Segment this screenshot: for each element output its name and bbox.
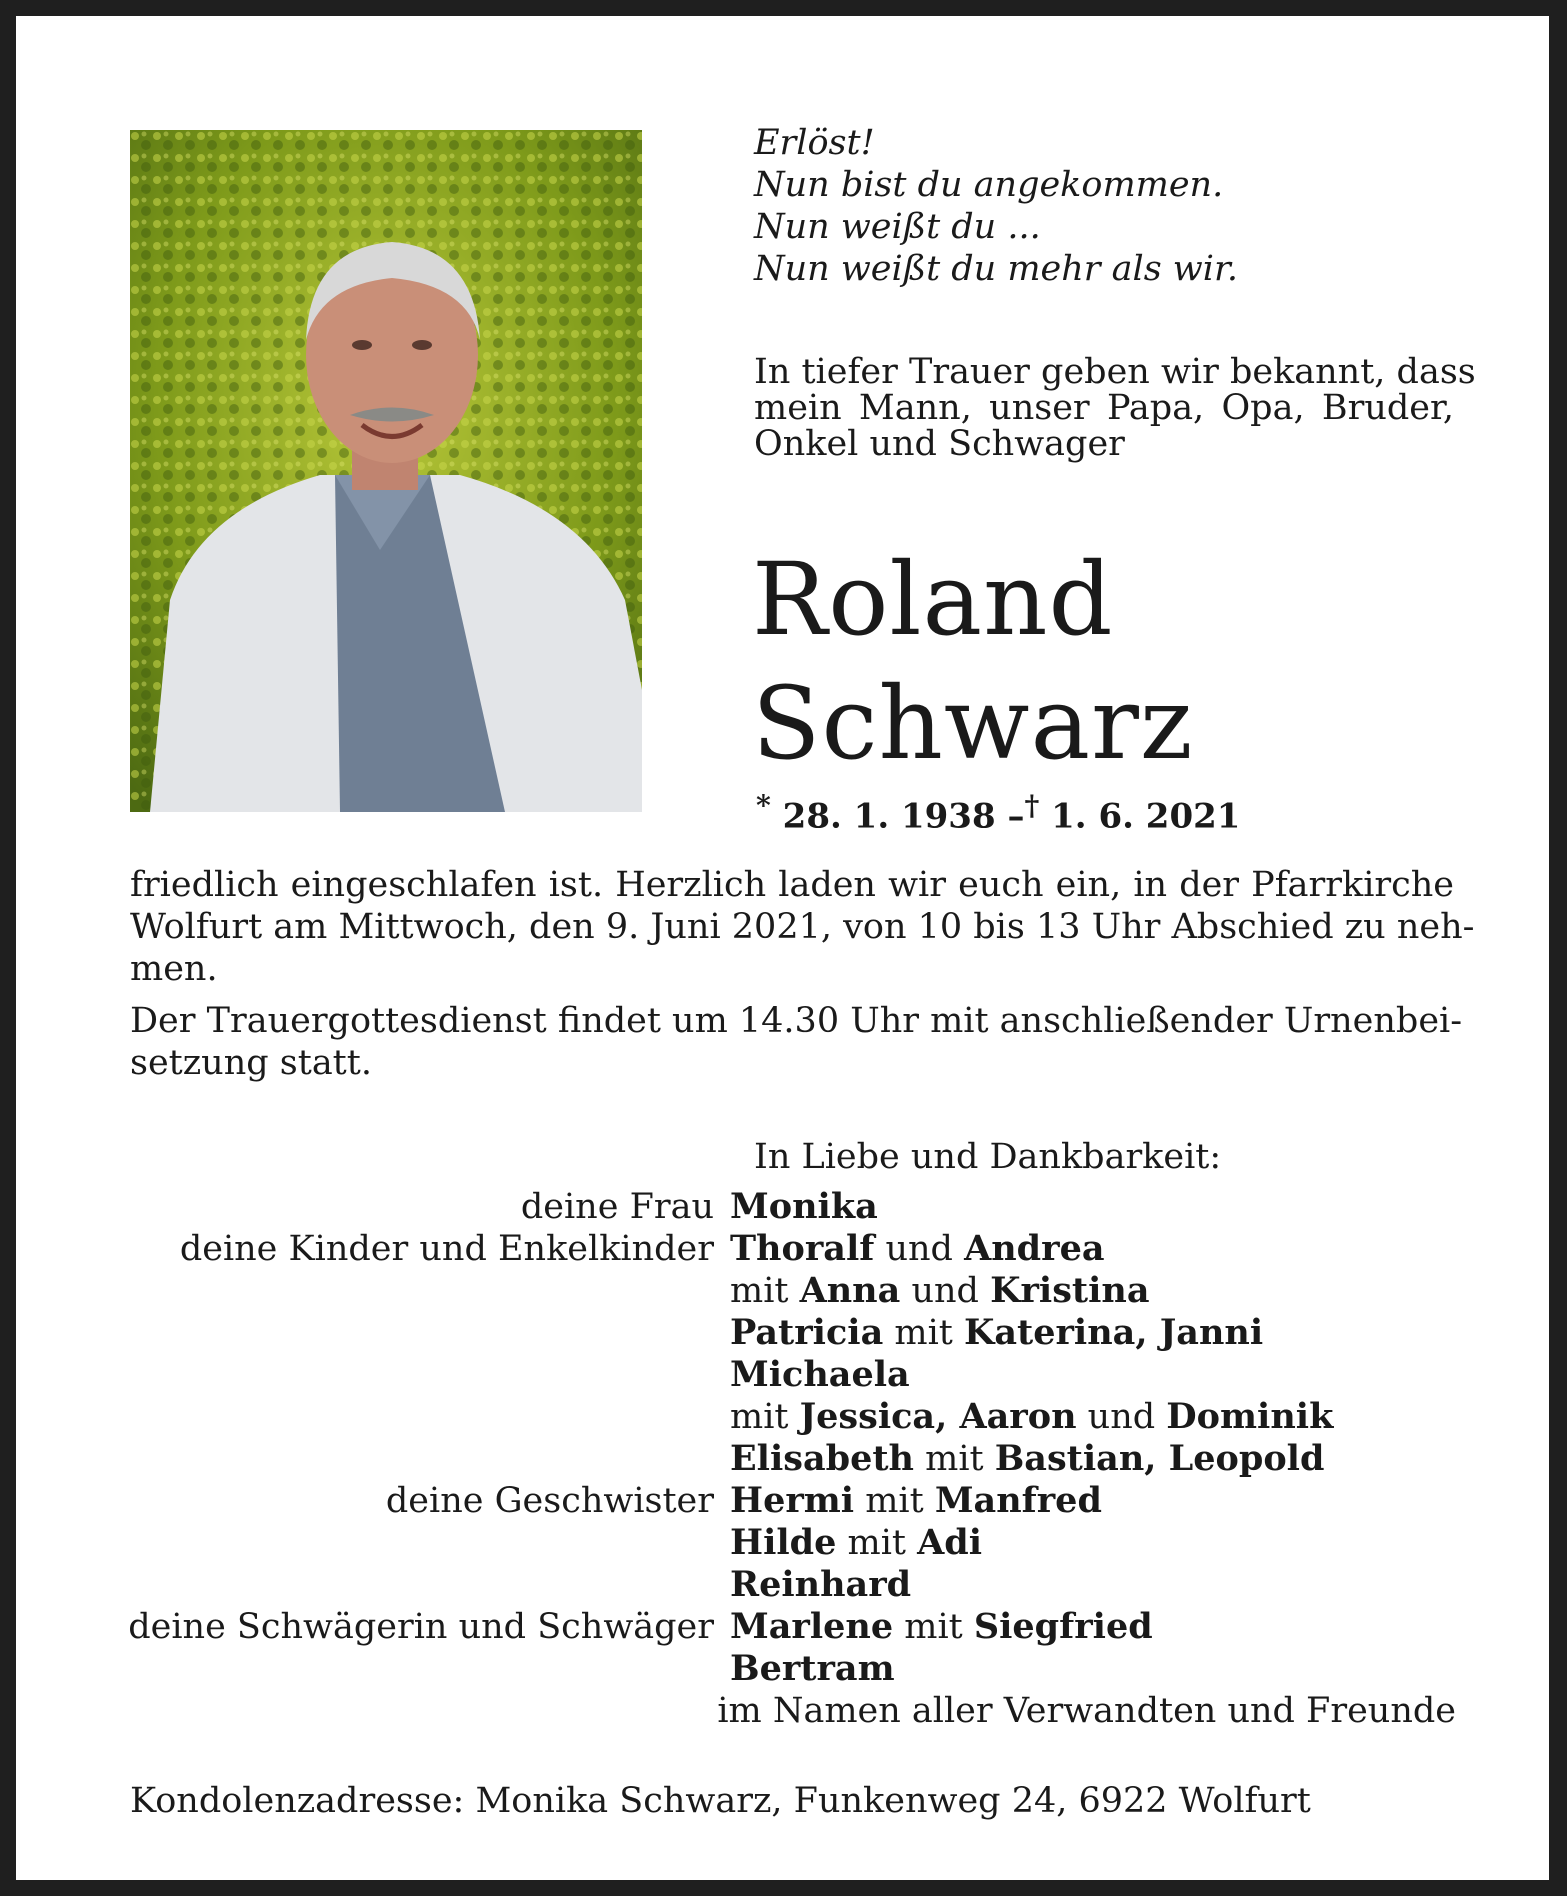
date-separator: – [1007, 796, 1025, 837]
family-member-name: Michaela [730, 1354, 910, 1395]
family-names [730, 1522, 982, 1564]
announcement-paragraph [130, 1000, 1463, 1084]
family-relation [116, 1690, 717, 1732]
intro-line: mein Mann, unser Papa, Opa, Bruder, [754, 388, 1454, 428]
family-relation [116, 1354, 730, 1396]
family-member-name: Adi [917, 1522, 983, 1563]
family-relation: deine Frau [520, 1187, 714, 1227]
family-relation [116, 1564, 730, 1606]
family-member-name: Dominik [1166, 1396, 1334, 1437]
family-relation: deine Geschwister [385, 1481, 714, 1521]
family-member-name: Siegfried [973, 1606, 1153, 1647]
family-names [730, 1438, 1324, 1480]
poem [754, 122, 1238, 290]
announcement-line: Der Trauergottesdienst findet um 14.30 Uhr mit anschließender Urnenbei- [130, 1001, 1463, 1041]
family-row [116, 1480, 1456, 1522]
obituary-page [16, 16, 1549, 1880]
family-connector: mit [730, 1397, 800, 1437]
family-connector: mit [914, 1439, 995, 1479]
family-member-name: Kristina [990, 1270, 1150, 1311]
family-member-name: Marlene [730, 1606, 894, 1647]
poem-line: Nun bist du angekommen. [754, 165, 1224, 205]
family-connector: mit [854, 1481, 935, 1521]
family-relation: deine Schwägerin und Schwäger [128, 1607, 714, 1647]
family-member-name: Patricia [730, 1312, 884, 1353]
family-member-name: Bertram [730, 1648, 895, 1689]
family-connector: und [900, 1271, 991, 1311]
family-member-name: Hermi [730, 1480, 855, 1521]
announcement [130, 864, 1475, 1094]
announcement-line: friedlich eingeschlafen ist. Herzlich laden wir euch ein, in der Pfarrkirche [130, 865, 1454, 905]
family-names [730, 1564, 911, 1606]
family-connector: mit [893, 1607, 974, 1647]
announcement-line: Wolfurt am Mittwoch, den 9. Juni 2021, von 10 bis 13 Uhr Abschied zu neh- [130, 907, 1475, 947]
death-date: 1. 6. 2021 [1051, 796, 1241, 837]
announcement-paragraph [130, 864, 1475, 990]
family-connector: im Namen aller Verwandten und Freunde [717, 1691, 1456, 1731]
life-dates [756, 788, 1240, 836]
family-row [116, 1270, 1456, 1312]
family-member-name: Reinhard [730, 1564, 912, 1605]
thanks-heading: In Liebe und Dankbarkeit: [754, 1137, 1222, 1177]
family-member-name: Jessica, Aaron [799, 1396, 1077, 1437]
family-connector: mit [883, 1313, 964, 1353]
family-member-name: Katerina, Janni [963, 1312, 1264, 1353]
family-connector: mit [836, 1523, 918, 1563]
family-row [116, 1438, 1456, 1480]
family-names [730, 1606, 1153, 1648]
family-relation [116, 1648, 730, 1690]
family-row [116, 1564, 1456, 1606]
family-member-name: Andrea [964, 1228, 1105, 1269]
family-relation [116, 1270, 730, 1312]
family-names [730, 1648, 895, 1690]
family-row [116, 1228, 1456, 1270]
deceased-name [752, 538, 1194, 786]
family-row [116, 1186, 1456, 1228]
family-names [730, 1354, 910, 1396]
poem-line: Nun weißt du mehr als wir. [754, 249, 1238, 289]
family-relation [116, 1396, 730, 1438]
family-row [116, 1396, 1456, 1438]
family-row [116, 1606, 1456, 1648]
family-row [116, 1354, 1456, 1396]
intro-text [754, 352, 1476, 464]
family-names [717, 1690, 1456, 1732]
family-row [116, 1522, 1456, 1564]
family-connector: und [1076, 1397, 1167, 1437]
announcement-line: men. [130, 949, 218, 989]
family-member-name: Thoralf [730, 1228, 875, 1269]
family-names [730, 1228, 1105, 1270]
intro-line: Onkel und Schwager [754, 424, 1125, 464]
family-member-name: Elisabeth [730, 1438, 915, 1479]
family-row [116, 1648, 1456, 1690]
birth-symbol: * [756, 788, 771, 822]
family-relation: deine Kinder und Enkelkinder [179, 1229, 714, 1269]
family-list [116, 1186, 1456, 1732]
family-names [730, 1312, 1263, 1354]
announcement-line: setzung statt. [130, 1043, 372, 1083]
portrait-photo [130, 130, 642, 812]
family-names [730, 1480, 1102, 1522]
death-symbol: † [1024, 788, 1040, 822]
family-connector: und [874, 1229, 965, 1269]
family-row [116, 1690, 1456, 1732]
family-member-name: Manfred [934, 1480, 1102, 1521]
family-connector: mit [730, 1271, 800, 1311]
family-names [730, 1396, 1333, 1438]
family-names [730, 1270, 1150, 1312]
family-relation [116, 1522, 730, 1564]
family-member-name: Bastian, Leopold [994, 1438, 1325, 1479]
poem-line: Nun weißt du ... [754, 207, 1041, 247]
family-names [730, 1186, 878, 1228]
family-relation [116, 1438, 730, 1480]
family-member-name: Monika [730, 1186, 878, 1227]
intro-line: In tiefer Trauer geben wir bekannt, dass [754, 352, 1476, 392]
birth-date: 28. 1. 1938 [782, 796, 996, 837]
last-name: Schwarz [752, 665, 1194, 782]
family-member-name: Hilde [730, 1522, 837, 1563]
family-row [116, 1312, 1456, 1354]
family-relation [116, 1312, 730, 1354]
family-member-name: Anna [799, 1270, 901, 1311]
first-name: Roland [752, 541, 1114, 658]
poem-line: Erlöst! [754, 123, 875, 163]
condolence-address: Kondolenzadresse: Monika Schwarz, Funkenweg 24, 6922 Wolfurt [130, 1781, 1311, 1821]
